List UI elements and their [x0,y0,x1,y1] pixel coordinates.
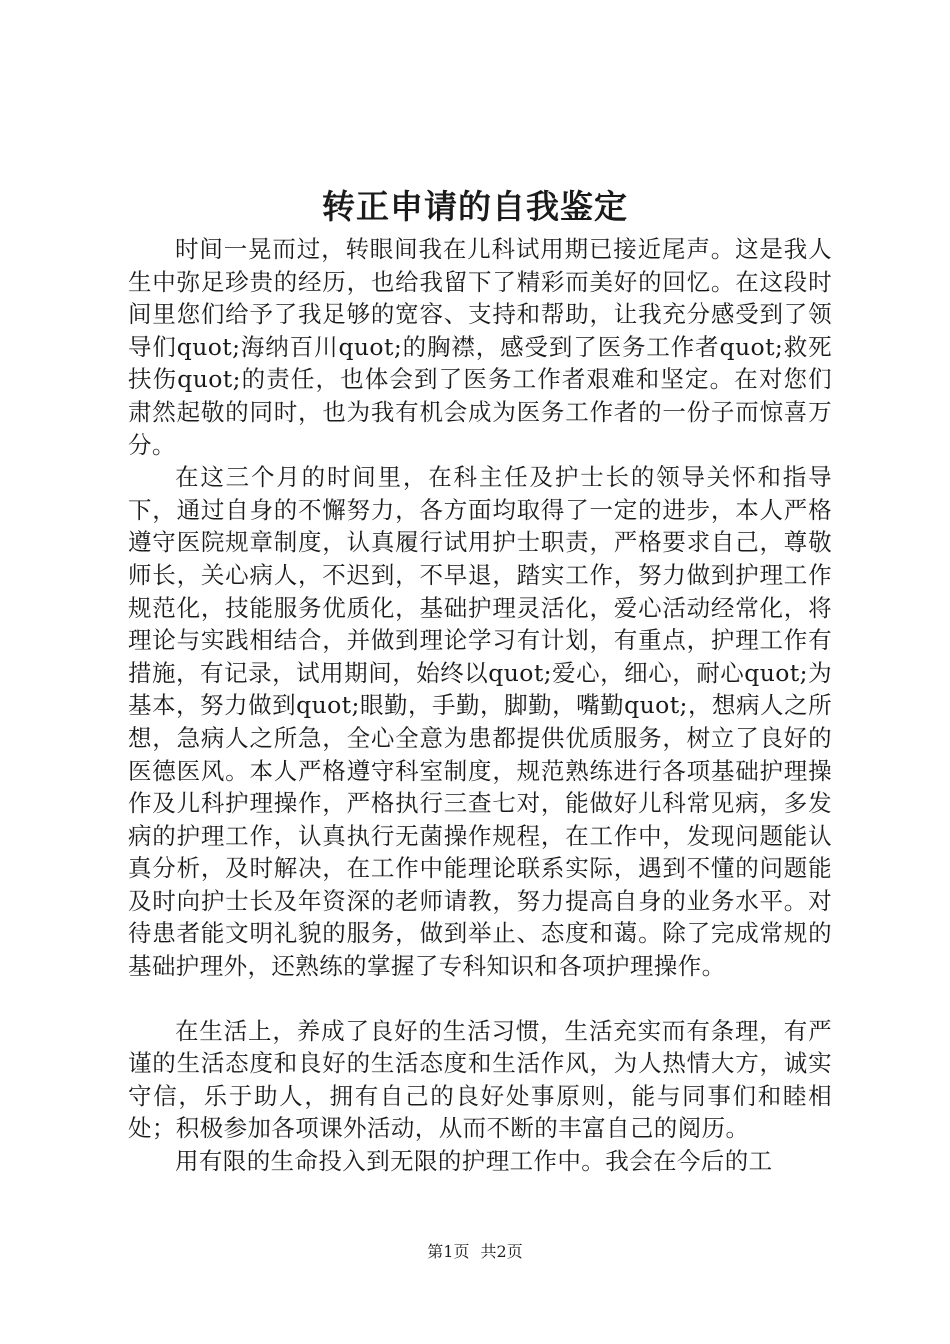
paragraph-intro: 时间一晃而过，转眼间我在儿科试用期已接近尾声。这是我人生中弥足珍贵的经历，也给我留下了精彩而美好的回忆。在这段时间里您们给予了我足够的宽容、支持和帮助，让我充分感受到了领导们quot;海纳百川quot;的胸襟，感受到了医务工作者quot;救死扶伤quot;的责任，也体会到了医务工作者艰难和坚定。在对您们肃然起敬的同时，也为我有机会成为医务工作者的一份子而惊喜万分。 [128,235,832,459]
page-total: 共2页 [480,1242,523,1261]
page-number: 第1页 [427,1242,470,1261]
paragraph-closing: 用有限的生命投入到无限的护理工作中。我会在今后的工 [175,1147,773,1176]
document-title: 转正申请的自我鉴定 [322,187,628,226]
paragraph-life: 在生活上，养成了良好的生活习惯，生活充实而有条理，有严谨的生活态度和良好的生活态度和生活作风，为人热情大方，诚实守信，乐于助人，拥有自己的良好处事原则，能与同事们和睦相处；积极参加各项课外活动，从而不断的丰富自己的阅历。 [128,1016,832,1143]
page-footer [0,1240,950,1264]
paragraph-gap [128,983,832,1015]
document-body [128,233,832,1178]
paragraph-work: 在这三个月的时间里，在科主任及护士长的领导关怀和指导下，通过自身的不懈努力，各方面均取得了一定的进步，本人严格遵守医院规章制度，认真履行试用护士职责，严格要求自己，尊敬师长，关心病人，不迟到，不早退，踏实工作，努力做到护理工作规范化，技能服务优质化，基础护理灵活化，爱心活动经常化，将理论与实践相结合，并做到理论学习有计划，有重点，护理工作有措施，有记录，试用期间，始终以quot;爱心，细心，耐心quot;为基本，努力做到quot;眼勤，手勤，脚勤，嘴勤quot;，想病人之所想，急病人之所急，全心全意为患都提供优质服务，树立了良好的医德医风。本人严格遵守科室制度，规范熟练进行各项基础护理操作及儿科护理操作，严格执行三查七对，能做好儿科常见病，多发病的护理工作，认真执行无菌操作规程，在工作中，发现问题能认真分析，及时解决，在工作中能理论联系实际，遇到不懂的问题能及时向护士长及年资深的老师请教，努力提高自身的业务水平。对待患者能文明礼貌的服务，做到举止、态度和蔼。除了完成常规的基础护理外，还熟练的掌握了专科知识和各项护理操作。 [128,463,832,981]
